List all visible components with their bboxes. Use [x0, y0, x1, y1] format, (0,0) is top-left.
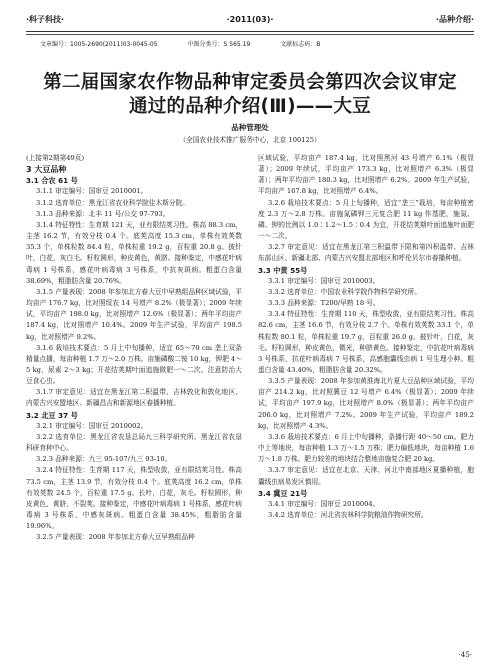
right-paragraph: 3.4.2 选育单位：河北省农林科学院粮油作物研究所。: [268, 511, 428, 519]
left-paragraph: 3.1.1 审定编号：国审豆 2010001。: [36, 187, 148, 196]
header-center: ·2011(03)·: [226, 14, 274, 24]
running-header: [26, 8, 474, 30]
right-paragraph: 3.2.7 审定意见：适宜在黑龙江第三积温带下限和第四积温带、吉林东部山区、新疆北部、内蒙古兴安盟北部地区和呼伦贝尔市春播种植。: [258, 243, 474, 263]
right-paragraph: 3.3.5 产量表现：2008 年参加黄淮海北片夏大豆品种区域试验，平均亩产 214.2 kg，比对照冀豆 12 号增产 6.4%（极显著）；2009 年续试，平均亩产 197.9 kg，比对照增产 8.0%（极显著）；两年平均亩产 206.0 kg，比对照增产 7.2%。2009 年生产试验，平均亩产 189.2 kg，比对照增产 4.3%。: [258, 377, 474, 430]
right-paragraph: 3.3.6 栽培技术要点：6 月上中旬播种，条播行距 40～50 cm。肥力中上等地块，每亩种植 1.3 万～1.5 万株；肥力偏低地块，每亩种植 1.6 万～1.8 万株。肥力较差的地块结合整地亩施复合肥 20 kg。: [258, 432, 474, 464]
header-rule: [26, 31, 474, 32]
left-paragraph: 3.2.2 选育单位：黑龙江省农垦总局九三科学研究所、黑龙江省农垦科研育种中心。: [26, 432, 242, 453]
left-paragraph: 3.1.5 产量表现：2008 年参加北方春大豆中早熟组品种区域试验，平均亩产 176.7 kg，比对照绥农 14 号增产 8.2%（极显著）；2009 年续试，平均亩产 198.0 kg，比对照增产 12.6%（极显著）；两年平均亩产 187.4 kg，比对照增产 10.4%。2009 年生产试验，平均亩产 198.5 kg，比对照增产 9.2%。: [26, 287, 242, 341]
right-heading: 3.3 中黄 55号: [258, 265, 308, 275]
right-paragraph: 3.2.6 栽培技术要点：5 月上旬播种，适宜“垄三”栽培，每亩种植密度 2.3 万～2.8 万株。亩施氮磷钾三元复合肥 11 kg 作基肥，施氮、磷、钾的比例以 1.0∶1.2～1.5∶0.4 为宜，开花结荚期叶面追施叶面肥一～二次。: [258, 198, 474, 241]
right-paragraph: 3.3.3 品种来源：T200/早熟 18 号。: [268, 299, 380, 308]
clc-number: 中图分类号：S 565.19: [187, 41, 251, 48]
left-heading: 3.2 北豆 37 号: [26, 410, 78, 420]
header-left: ·科子科技·: [26, 14, 65, 24]
header-right: ·品种介绍·: [435, 14, 474, 24]
left-paragraph: 3.2.4 特征特性：生育期 117 天，株型收敛，亚有限结荚习性。株高 73.5 cm，主茎 13.9 节，有效分枝 0.4 个。底荚高度 16.2 cm，单株有效荚数 24.5 个，百粒重 17.5 g。长叶，白花，灰毛。籽粒圆形，种皮黄色，黄脐，不裂荚。接种鉴定，中感花叶病毒病 1 号株系，感花叶病毒病 3 号株系，中感灰斑病。粗蛋白含量 38.45%，粗脂肪含量 19.96%。: [26, 466, 242, 531]
author: 品种管理处: [231, 123, 269, 132]
left-paragraph: 3.1.2 选育单位：黑龙江省农业科学院佳木斯分院。: [36, 198, 189, 207]
right-heading: 3.4 冀豆 21号: [258, 488, 308, 498]
right-paragraph: 3.3.7 审定意见：适宜在北京、天津、河北中南部地区夏播种植，胞囊线虫病易发区慎用。: [258, 466, 474, 486]
left-paragraph: 3.1.6 栽培技术要点：5 月上中旬播种，适宜 65～70 cm 垄上双条精量点播，每亩种植 1.7 万～2.0 万株。亩施磷酸二铵 10 kg，钾肥 4～5 kg，尿素 2～3 kg；开花结荚期叶面追施微肥一～二次。注意防治大豆食心虫。: [26, 343, 242, 386]
left-paragraph: 3.1.4 特征特性：生育期 121 天，亚有限结荚习性。株高 88.3 cm，主茎 16.2 节，有效分枝 0.4 个。底荚高度 15.3 cm，单株有效荚数 35.3 个，单株粒数 84.4 粒，单株粒重 19.2 g，百粒重 20.8 g。披针叶，白花，灰白毛。籽粒圆形，种皮黄色，黄脐。接种鉴定，中感花叶病毒病 1 号株系，感花叶病毒病 3 号株系，中抗灰斑病。粗蛋白含量 38.69%，粗脂肪含量 20.76%。: [26, 220, 242, 285]
right-paragraph: 3.3.2 选育单位：中国农业科学院作物科学研究所。: [268, 287, 421, 296]
page-number: ·45·: [458, 651, 472, 659]
header-rule-thin: [26, 34, 474, 35]
left-paragraph: 3.2.5 产量表现：2008 年参加北方春大豆早熟组品种: [36, 533, 195, 542]
left-paragraph: (上接第2期第49页): [26, 154, 85, 162]
left-paragraph: 3.1.7 审定意见：适宜在黑龙江第二积温带、吉林敦化和敦化地区、内蒙古兴安盟地区、新疆昌吉和新源地区春播种植。: [26, 388, 242, 408]
left-paragraph: 3.2.1 审定编号：国审豆 2010002。: [36, 421, 148, 430]
left-paragraph: 3.2.3 品种来源：九三 95-107/九三 93-10。: [36, 455, 172, 464]
left-heading: 3.1 合农 61 号: [26, 176, 78, 186]
right-paragraph: 3.3.1 审定编号：国审豆 2010003。: [268, 276, 380, 285]
right-column: [258, 153, 474, 521]
right-paragraph: 3.3.4 特征特性：生育期 110 天，株型收敛，亚有限结荚习性。株高 82.6 cm，主茎 16.6 节，有效分枝 2.7 个。单株有效荚数 33.1 个，单株粒数 80.1 粒，单株粒重 19.7 g，百粒重 26.0 g。披针叶，白花，灰毛。籽粒圆形，种皮黄色，微光，种脐黄色。接种鉴定，中抗花叶病毒病 3 号株系，抗花叶病毒病 7 号株系，高感胞囊线虫病 1 号生理小种。粗蛋白含量 43.40%，粗脂肪含量 20.32%。: [258, 310, 474, 374]
affiliation: （全国农业技术推广服务中心，北京 100125）: [179, 136, 321, 144]
right-paragraph: 区域试验，平均亩产 187.4 kg，比对照黑河 43 号增产 6.1%（极显著）；2009 年续试，平均亩产 173.3 kg，比对照增产 6.3%（极显著）；两年平均亩产 180.3 kg，比对照增产 6.2%。2009 年生产试验，平均亩产 167.8 kg，比对照增产 6.4%。: [258, 154, 474, 196]
document-code: 文献标志码：B: [280, 41, 321, 48]
left-column: [26, 153, 242, 543]
left-heading: 3 大豆品种: [26, 165, 67, 175]
article-title-line-2: 通过的品种介绍(Ⅲ)——大豆: [128, 96, 372, 117]
article-number: 文章编号：1005-2690(2011)03-0045-05: [40, 41, 158, 48]
article-title-line-1: 第二届国家农作物品种审定委员会第四次会议审定: [43, 72, 457, 93]
right-paragraph: 3.4.1 审定编号：国审豆 2010004。: [268, 499, 380, 508]
left-paragraph: 3.1.3 品种来源：北丰 11 号/公交 97-793。: [36, 209, 170, 218]
article-meta: [40, 39, 320, 48]
